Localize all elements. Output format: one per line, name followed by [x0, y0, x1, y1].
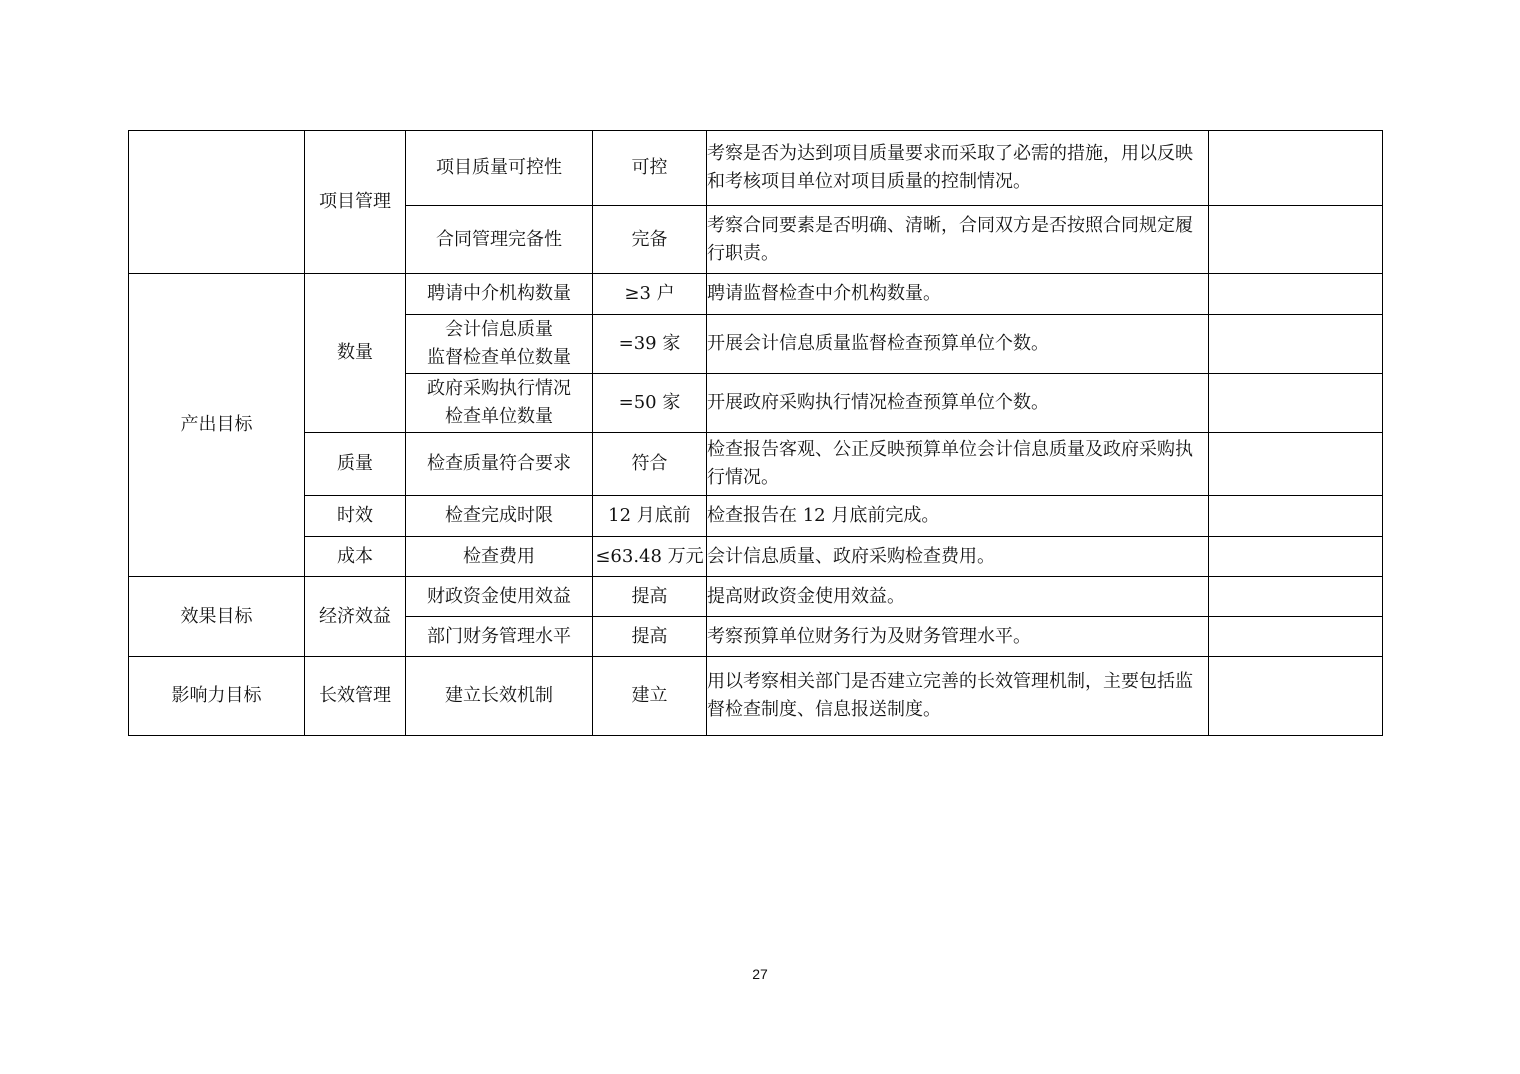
- indicator-cell: 检查质量符合要求: [406, 433, 593, 496]
- table-row: [129, 577, 1383, 617]
- indicator-line: 政府采购执行情况: [427, 378, 571, 399]
- value-cell: 完备: [593, 206, 707, 274]
- sub-category-cell: 项目管理: [305, 131, 406, 274]
- value-cell: =50 家: [593, 374, 707, 433]
- description-cell: 开展会计信息质量监督检查预算单位个数。: [707, 315, 1209, 374]
- indicator-line: 会计信息质量: [445, 319, 553, 340]
- description-cell: 聘请监督检查中介机构数量。: [707, 274, 1209, 315]
- sub-category-cell: 质量: [305, 433, 406, 496]
- category-cell: 效果目标: [129, 577, 305, 657]
- table-row: [129, 537, 1383, 577]
- remark-cell: [1209, 206, 1383, 274]
- value-cell: 提高: [593, 577, 707, 617]
- indicator-cell: 检查费用: [406, 537, 593, 577]
- sub-category-cell: 时效: [305, 496, 406, 537]
- value-cell: 可控: [593, 131, 707, 206]
- value-cell: 建立: [593, 657, 707, 736]
- value-cell: =39 家: [593, 315, 707, 374]
- value-cell: 12 月底前: [593, 496, 707, 537]
- remark-cell: [1209, 274, 1383, 315]
- remark-cell: [1209, 657, 1383, 736]
- indicator-line: 检查单位数量: [445, 406, 553, 427]
- description-cell: 开展政府采购执行情况检查预算单位个数。: [707, 374, 1209, 433]
- description-cell: 检查报告客观、公正反映预算单位会计信息质量及政府采购执行情况。: [707, 433, 1209, 496]
- indicator-cell: 检查完成时限: [406, 496, 593, 537]
- indicator-cell: 财政资金使用效益: [406, 577, 593, 617]
- indicator-cell: [406, 374, 593, 433]
- indicator-cell: 合同管理完备性: [406, 206, 593, 274]
- description-cell: 考察预算单位财务行为及财务管理水平。: [707, 617, 1209, 657]
- value-cell: ≥3 户: [593, 274, 707, 315]
- remark-cell: [1209, 537, 1383, 577]
- remark-cell: [1209, 131, 1383, 206]
- category-cell: 产出目标: [129, 274, 305, 577]
- indicator-cell: [406, 315, 593, 374]
- remark-cell: [1209, 577, 1383, 617]
- remark-cell: [1209, 617, 1383, 657]
- value-cell: 符合: [593, 433, 707, 496]
- category-cell: 影响力目标: [129, 657, 305, 736]
- value-cell: ≤63.48 万元: [593, 537, 707, 577]
- performance-indicator-table: [128, 130, 1383, 736]
- table-row: [129, 496, 1383, 537]
- table-row: [129, 274, 1383, 315]
- description-cell: 会计信息质量、政府采购检查费用。: [707, 537, 1209, 577]
- remark-cell: [1209, 315, 1383, 374]
- description-cell: 用以考察相关部门是否建立完善的长效管理机制，主要包括监督检查制度、信息报送制度。: [707, 657, 1209, 736]
- indicator-cell: 部门财务管理水平: [406, 617, 593, 657]
- indicator-cell: 建立长效机制: [406, 657, 593, 736]
- remark-cell: [1209, 433, 1383, 496]
- page-number: 27: [752, 966, 768, 982]
- remark-cell: [1209, 496, 1383, 537]
- description-cell: 考察合同要素是否明确、清晰，合同双方是否按照合同规定履行职责。: [707, 206, 1209, 274]
- sub-category-cell: 成本: [305, 537, 406, 577]
- remark-cell: [1209, 374, 1383, 433]
- category-cell: [129, 131, 305, 274]
- indicator-cell: 聘请中介机构数量: [406, 274, 593, 315]
- description-cell: 提高财政资金使用效益。: [707, 577, 1209, 617]
- table-row: [129, 131, 1383, 206]
- sub-category-cell: 经济效益: [305, 577, 406, 657]
- value-cell: 提高: [593, 617, 707, 657]
- indicator-cell: 项目质量可控性: [406, 131, 593, 206]
- sub-category-cell: 数量: [305, 274, 406, 433]
- description-cell: 考察是否为达到项目质量要求而采取了必需的措施，用以反映和考核项目单位对项目质量的控制情况。: [707, 131, 1209, 206]
- table-row: [129, 433, 1383, 496]
- indicator-line: 监督检查单位数量: [427, 347, 571, 368]
- table-row: [129, 657, 1383, 736]
- sub-category-cell: 长效管理: [305, 657, 406, 736]
- description-cell: 检查报告在 12 月底前完成。: [707, 496, 1209, 537]
